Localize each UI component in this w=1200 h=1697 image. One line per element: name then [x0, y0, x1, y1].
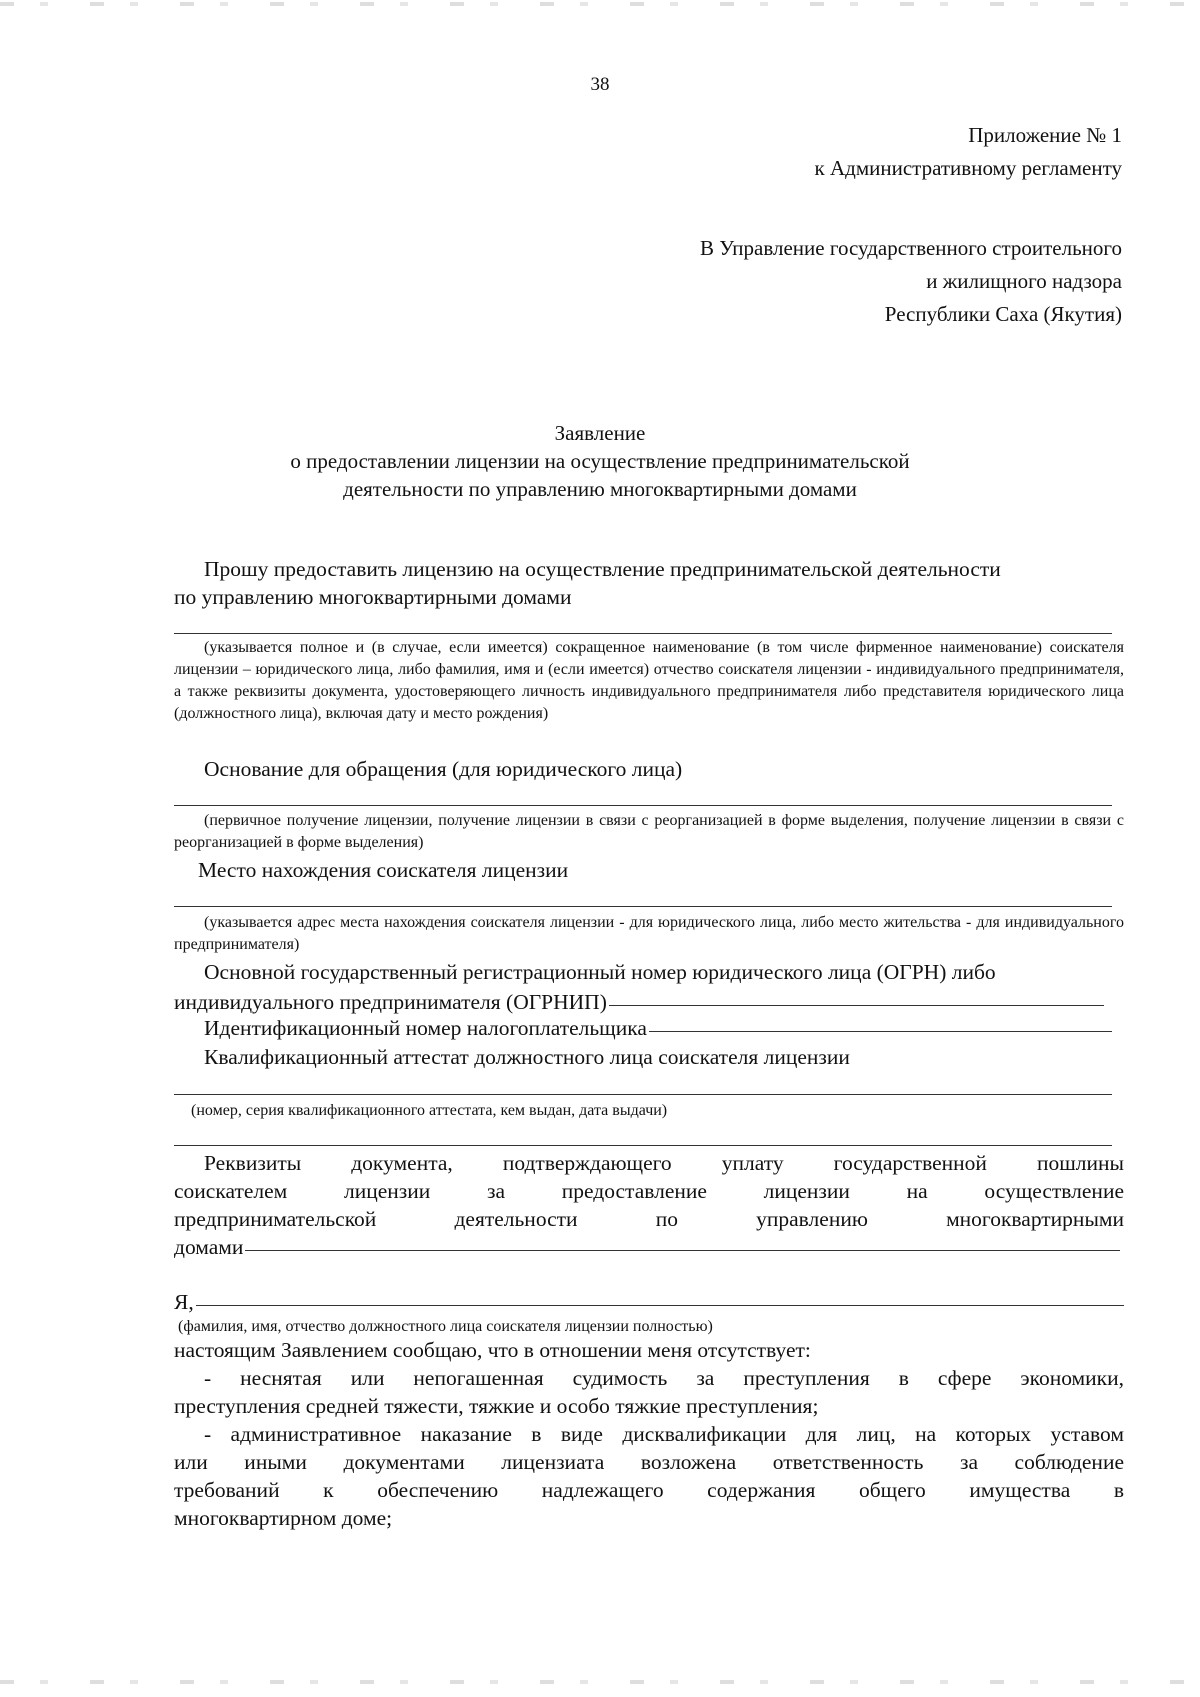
payment-line-4-row [174, 1233, 1120, 1261]
item2-line-1: - административное наказание в виде дисквалификации для лиц, на которых уставом [204, 1422, 1124, 1446]
payment-line-1: Реквизиты документа, подтверждающего уплату государственной пошлины [204, 1151, 1124, 1175]
addressee-line-1: В Управление государственного строительного [700, 236, 1122, 260]
title-line-3: деятельности по управлению многоквартирными домами [343, 477, 857, 501]
declaration-intro: настоящим Заявлением сообщаю, что в отношении меня отсутствует: [174, 1338, 811, 1362]
qualification-fill-line-2 [174, 1145, 1112, 1146]
item2-line-3: требований к обеспечению надлежащего содержания общего имущества в [174, 1478, 1124, 1502]
qualification-fill-line [174, 1094, 1112, 1095]
ogrn-line-1: Основной государственный регистрационный номер юридического лица (ОГРН) либо [204, 960, 996, 984]
appendix-number: Приложение № 1 [968, 123, 1122, 147]
appendix-header [815, 119, 1122, 185]
payment-paragraph [174, 1149, 1124, 1261]
scan-artifact-bottom [0, 1680, 1200, 1684]
scan-artifact-top [0, 2, 1200, 6]
location-fill-line [174, 906, 1112, 907]
location-label: Место нахождения соискателя лицензии [198, 858, 569, 882]
payment-fill-line [245, 1250, 1120, 1251]
addressee-line-3: Республики Саха (Якутия) [884, 302, 1122, 326]
basis-note: (первичное получение лицензии, получение лицензии в связи с реорганизацией в форме выделения, получение лицензии в связи с реорганизацией в форме выделения) [174, 812, 1124, 851]
ya-note: (фамилия, имя, отчество должностного лица соискателя лицензии полностью) [178, 1318, 713, 1335]
request-line-2: по управлению многоквартирными домами [174, 585, 572, 609]
ogrn-line-2-row [174, 987, 1104, 1017]
ya-label: Я, [174, 1290, 194, 1314]
declaration-body [174, 1336, 1124, 1532]
page-number: 38 [590, 74, 610, 95]
addressee-line-2: и жилищного надзора [926, 269, 1122, 293]
ya-row [174, 1288, 1124, 1316]
payment-line-3: предпринимательской деятельности по управлению многоквартирными [174, 1207, 1124, 1231]
ogrn-fill-line [609, 1005, 1104, 1006]
request-paragraph [174, 555, 1124, 611]
request-line-1: Прошу предоставить лицензию на осуществление предпринимательской деятельности [204, 557, 1001, 581]
item2-line-4: многоквартирном доме; [174, 1506, 393, 1530]
inn-row [204, 1014, 1112, 1042]
payment-line-2: соискателем лицензии за предоставление лицензии на осуществление [174, 1179, 1124, 1203]
item2-line-2: или иными документами лицензиата возложена ответственность за соблюдение [174, 1450, 1124, 1474]
document-title [0, 419, 1200, 503]
ogrn-line-2: индивидуального предпринимателя (ОГРНИП) [174, 990, 607, 1014]
ya-fill-line [196, 1305, 1124, 1306]
item1-line-1: - неснятая или непогашенная судимость за преступления в сфере экономики, [204, 1366, 1124, 1390]
appendix-reference: к Административному регламенту [814, 156, 1122, 180]
request-fill-line [174, 633, 1112, 634]
payment-line-4: домами [174, 1235, 244, 1259]
location-note: (указывается адрес места нахождения соискателя лицензии - для юридического лица, либо место жительства - для индивидуального предпринимателя) [174, 914, 1124, 953]
qualification-note: (номер, серия квалификационного аттестата, кем выдан, дата выдачи) [191, 1102, 668, 1119]
title-line-2: о предоставлении лицензии на осуществление предпринимательской [290, 449, 910, 473]
inn-label: Идентификационный номер налогоплательщика [204, 1016, 647, 1040]
item1-line-2: преступления средней тяжести, тяжкие и особо тяжкие преступления; [174, 1394, 819, 1418]
ogrn-paragraph [174, 957, 1124, 1017]
request-note: (указывается полное и (в случае, если имеется) сокращенное наименование (в том числе фирменное наименование) соискателя лицензии – юридического лица, либо фамилия, имя и (если имеется) отчество соискателя лицензии - индивидуального предпринимателя, а также реквизиты документа, удостоверяющего личность индивидуального предпринимателя либо представителя юридического лица (должностного лица), включая дату и место рождения) [174, 639, 1124, 722]
basis-label: Основание для обращения (для юридического лица) [204, 757, 683, 781]
addressee-block [700, 232, 1122, 331]
inn-fill-line [649, 1031, 1112, 1032]
title-line-1: Заявление [554, 421, 646, 445]
qualification-label: Квалификационный аттестат должностного лица соискателя лицензии [204, 1045, 850, 1069]
basis-fill-line [174, 805, 1112, 806]
